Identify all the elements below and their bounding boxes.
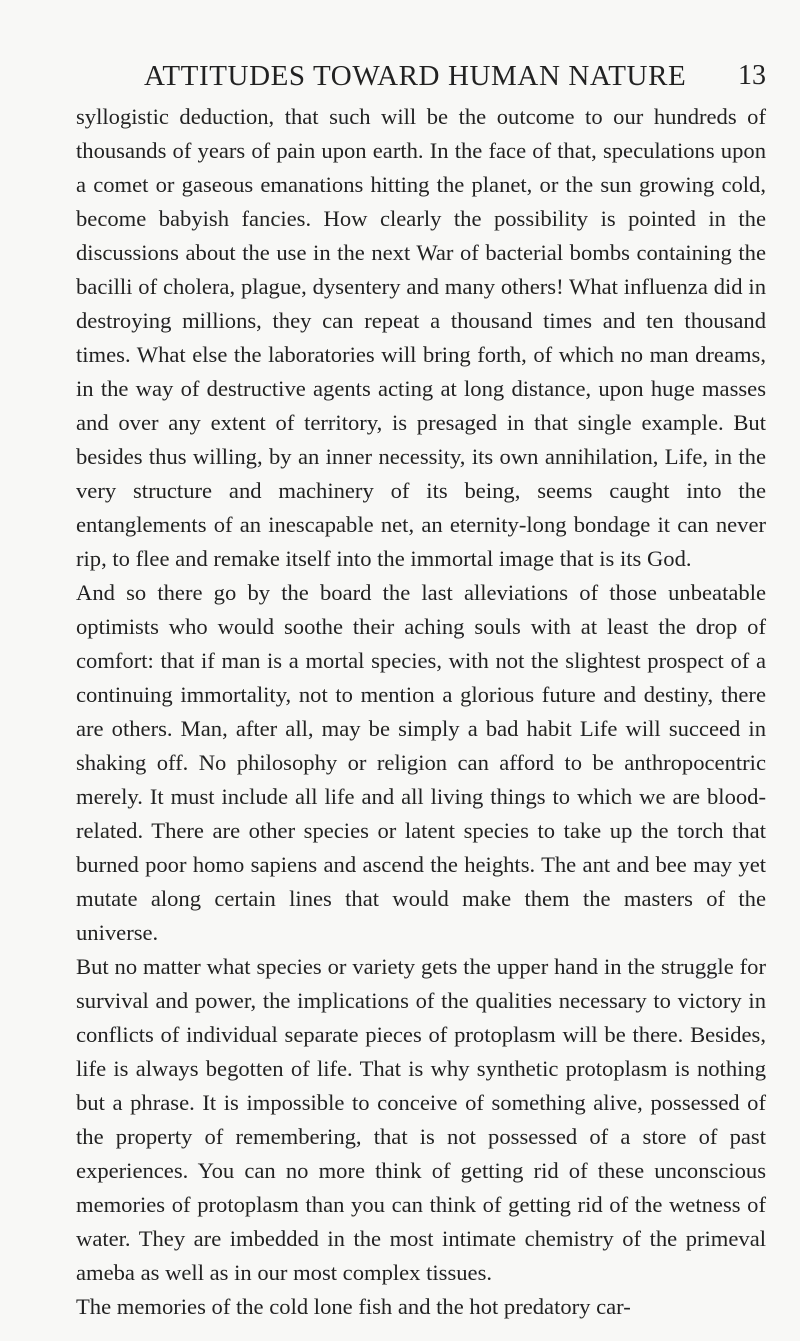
paragraph: And so there go by the board the last alleviations of those unbeatable optimists who would soothe their aching souls with at least the drop of comfort: that if man is a mortal species, with not the slightest prospect of a continuing immortality, not to mention a glorious future and destiny, there are others. Man, after all, may be simply a bad habit Life will succeed in shaking off. No philosophy or religion can afford to be anthropocentric merely. It must include all life and all living things to which we are blood-related. There are other species or latent species to take up the torch that burned poor homo sapiens and ascend the heights. The ant and bee may yet mutate along certain lines that would make them the masters of the universe.: [76, 580, 766, 945]
paragraph: But no matter what species or variety gets the upper hand in the struggle for survival and power, the implications of the qualities necessary to victory in conflicts of individual separate pieces of protoplasm will be there. Besides, life is always begotten of life. That is why synthetic protoplasm is nothing but a phrase. It is impossible to conceive of something alive, possessed of the property of remembering, that is not possessed of a store of past experiences. You can no more think of getting rid of these unconscious memories of protoplasm than you can think of getting rid of the wetness of water. They are imbedded in the most intimate chemistry of the primeval ameba as well as in our most complex tissues.: [76, 954, 766, 1285]
paragraph: The memories of the cold lone fish and the hot predatory car-: [76, 1294, 631, 1319]
paragraph: syllogistic deduction, that such will be the outcome to our hundreds of thousands of years of pain upon earth. In the face of that, speculations upon a comet or gaseous emanations hitting the planet, or the sun growing cold, become babyish fancies. How clearly the possibility is pointed in the discussions about the use in the next War of bacterial bombs containing the bacilli of cholera, plague, dysentery and many others! What influenza did in destroying millions, they can repeat a thousand times and ten thousand times. What else the laboratories will bring forth, of which no man dreams, in the way of destructive agents acting at long distance, upon huge masses and over any extent of territory, is presaged in that single example. But besides thus willing, by an inner necessity, its own annihilation, Life, in the very structure and machinery of its being, seems caught into the entanglements of an inescapable net, an eternity-long bondage it can never rip, to flee and remake itself into the immortal image that is its God.: [76, 104, 766, 571]
running-head: [76, 56, 766, 96]
running-title: ATTITUDES TOWARD HUMAN NATURE: [144, 60, 687, 92]
page-number: 13: [738, 60, 766, 91]
body-text: [76, 100, 766, 1324]
